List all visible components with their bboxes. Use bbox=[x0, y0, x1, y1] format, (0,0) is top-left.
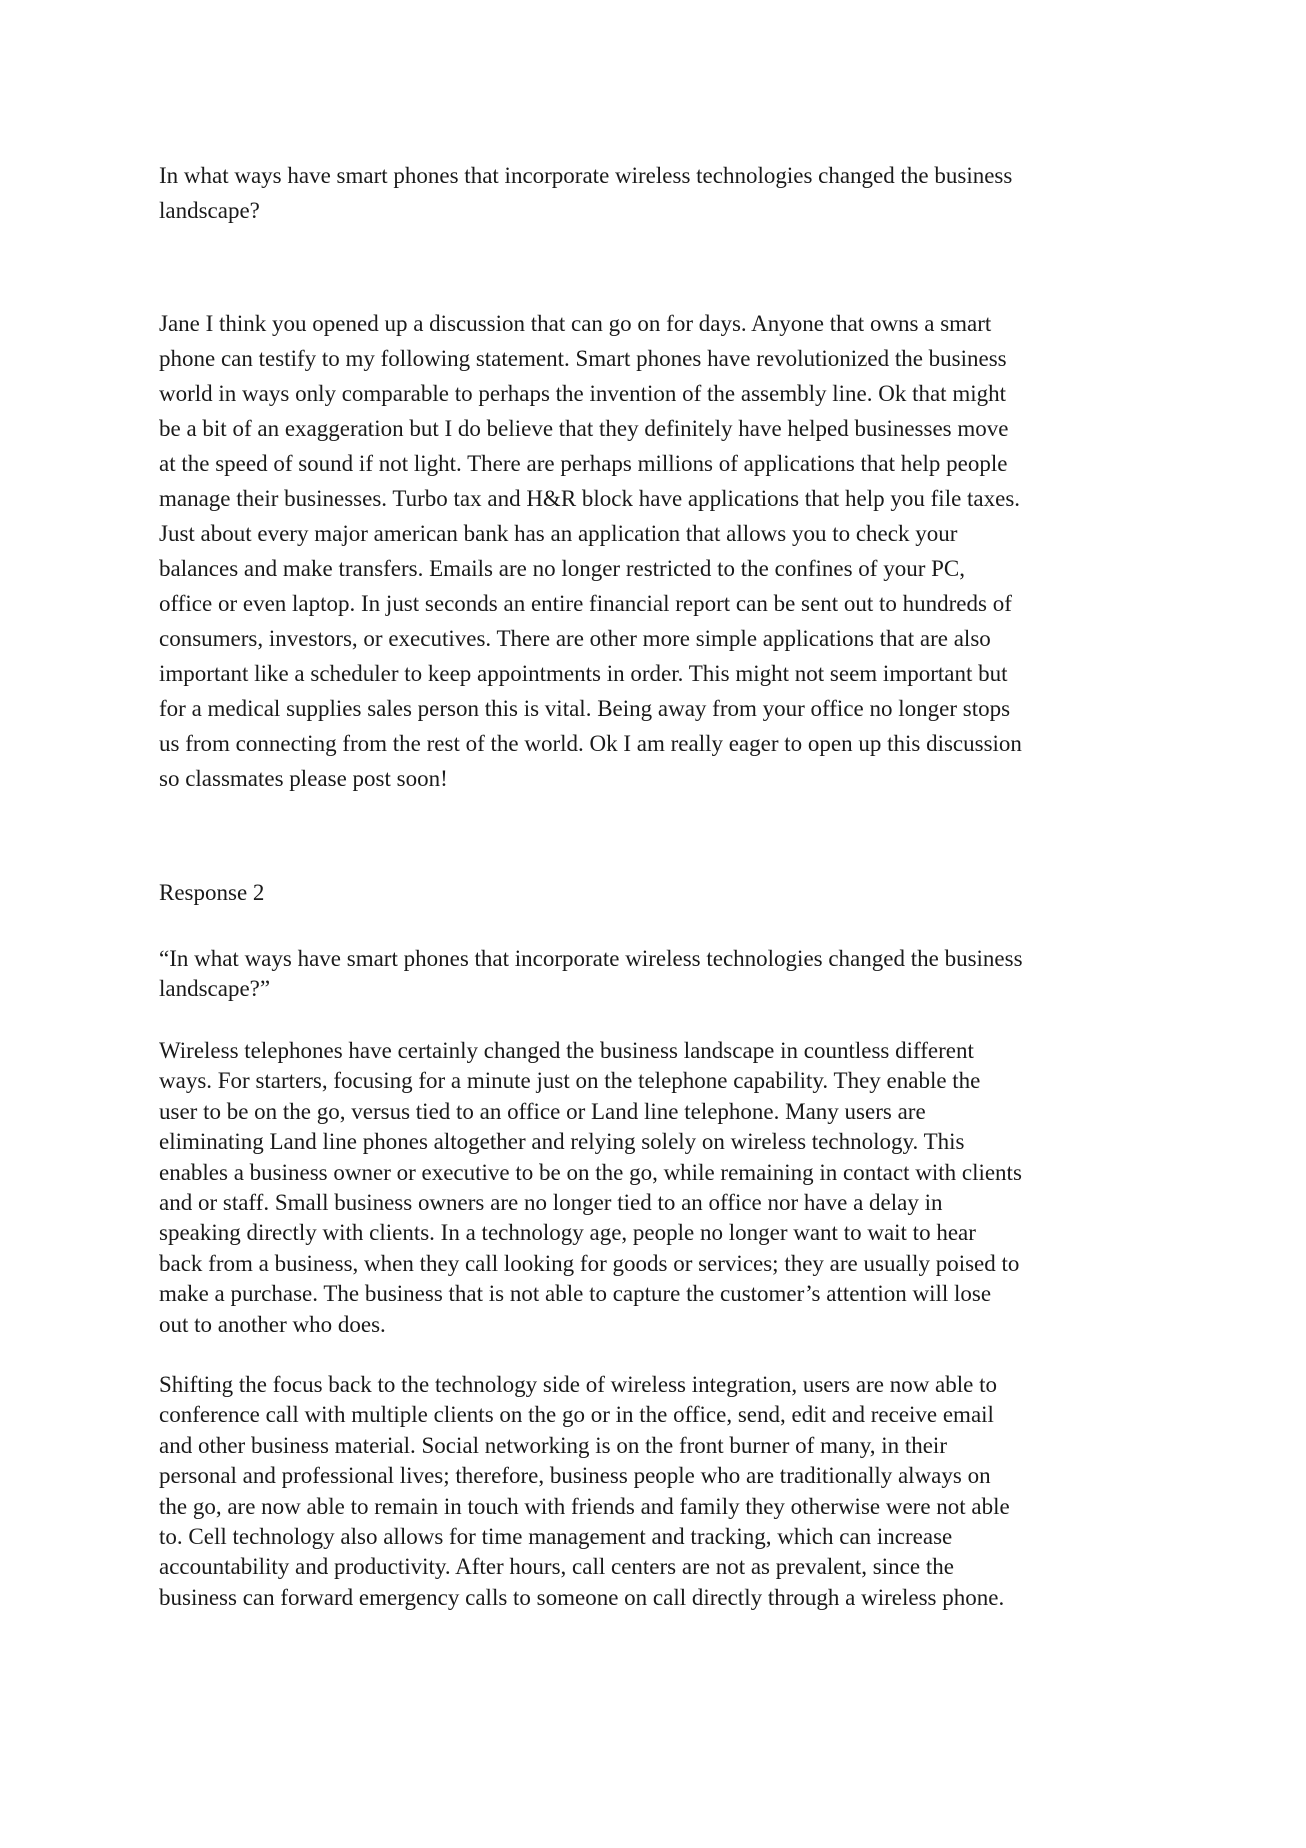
response-2-quoted-question: “In what ways have smart phones that incorporate wireless technologies changed the business landscape?” bbox=[159, 946, 1023, 1001]
response-2-paragraph-1: Wireless telephones have certainly changed the business landscape in countless different ways. For starters, focusing for a minute just on the telephone capability. They enable the user to be on the go, versus tied to an office or Land line telephone. Many users are eliminating Land line phones altogether and relying solely on wireless technology. This enables a business owner or executive to be on the go, while remaining in contact with clients and or staff. Small business owners are no longer tied to an office nor have a delay in speaking directly with clients. In a technology age, people no longer want to wait to hear back from a business, when they call looking for goods or services; they are usually poised to make a purchase. The business that is not able to capture the customer’s attention will lose out to another who does. bbox=[159, 1038, 1022, 1337]
response-2-heading: Response 2 bbox=[159, 880, 265, 905]
response-2-paragraph-2: Shifting the focus back to the technology side of wireless integration, users are now able to conference call with multiple clients on the go or in the office, send, edit and receive email and other business material. Social networking is on the front burner of many, in their personal and professional lives; therefore, business people who are traditionally always on the go, are now able to remain in touch with friends and family they otherwise were not able to. Cell technology also allows for time management and tracking, which can increase accountability and productivity. After hours, call centers are not as prevalent, since the business can forward emergency calls to someone on call directly through a wireless phone. bbox=[159, 1372, 1010, 1610]
discussion-question: In what ways have smart phones that incorporate wireless technologies changed the business landscape? bbox=[159, 163, 1013, 223]
response-1-body: Jane I think you opened up a discussion that can go on for days. Anyone that owns a smart phone can testify to my following statement. Smart phones have revolutionized the business world in ways only comparable to perhaps the invention of the assembly line. Ok that might be a bit of an exaggeration but I do believe that they definitely have helped businesses move at the speed of sound if not light. There are perhaps millions of applications that help people manage their businesses. Turbo tax and H&R block have applications that help you file taxes. Just about every major american bank has an application that allows you to check your balances and make transfers. Emails are no longer restricted to the confines of your PC, office or even laptop. In just seconds an entire financial report can be sent out to hundreds of consumers, investors, or executives. There are other more simple applications that are also important like a scheduler to keep appointments in order. This might not seem important but for a medical supplies sales person this is vital. Being away from your office no longer stops us from connecting from the rest of the world. Ok I am really eager to open up this discussion so classmates please post soon! bbox=[159, 311, 1022, 791]
